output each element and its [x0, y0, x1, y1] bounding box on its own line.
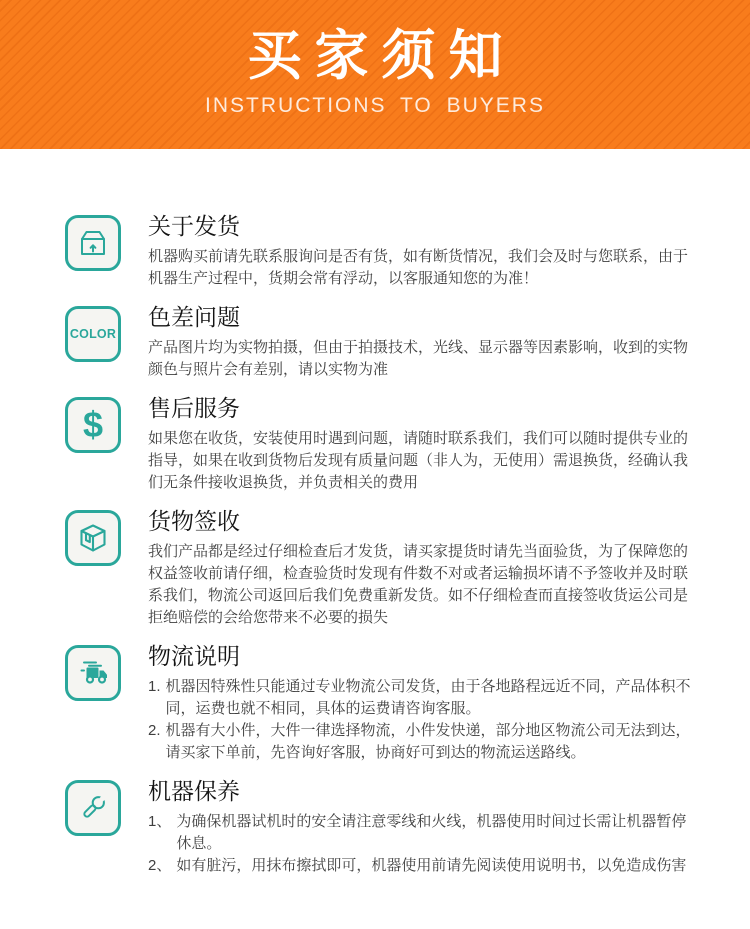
wrench-icon-glyph [76, 791, 110, 825]
list-item-number: 1. [148, 678, 161, 695]
notice-list [0, 149, 750, 877]
section-title: 色差问题 [148, 304, 240, 330]
section-body: 如果您在收货，安装使用时遇到问题，请随时联系我们，我们可以随时提供专业的指导，如果在收到货物后发现有质量问题（非人为，无使用）需退换货，经确认我们无条件接收退换货，并负责相关的费用 [148, 430, 689, 491]
box-3d-icon-glyph [76, 521, 110, 555]
section-list [148, 676, 700, 764]
list-item-number: 2. [148, 722, 161, 739]
section-color-difference [65, 304, 700, 381]
dollar-icon-label: $ [82, 404, 104, 445]
truck-icon-glyph [76, 656, 110, 690]
list-item-text: 如有脏污，用抹布擦拭即可，机器使用前请先阅读使用说明书，以免造成伤害 [176, 857, 687, 874]
section-title: 售后服务 [148, 395, 240, 421]
section-shipping [65, 213, 700, 290]
box-3d-icon [65, 510, 121, 566]
page-subtitle: INSTRUCTIONS TO BUYERS [205, 94, 545, 117]
package-icon-glyph [76, 226, 110, 260]
list-item-text: 机器因特殊性只能通过专业物流公司发货，由于各地路程远近不同，产品体积不同，运费也就不相同，具体的运费请咨询客服。 [165, 678, 691, 717]
section-content [148, 213, 700, 290]
section-body: 我们产品都是经过仔细检查后才发货，请买家提货时请先当面验货，为了保障您的权益签收前请仔细，检查验货时发现有件数不对或者运输损坏请不予签收并及时联系我们，物流公司返回后我们免费重新发货。如不仔细检查而直接签收货运公司是拒绝赔偿的会给您带来不必要的损失 [148, 543, 689, 626]
color-icon-label: COLOR [69, 327, 117, 341]
section-title: 关于发货 [148, 213, 240, 239]
section-body: 机器购买前请先联系服询问是否有货，如有断货情况，我们会及时与您联系，由于机器生产过程中，货期会常有浮动，以客服通知您的为准！ [148, 248, 689, 287]
section-content [148, 508, 700, 629]
section-after-sales [65, 395, 700, 494]
list-item [148, 811, 700, 855]
section-body: 产品图片均为实物拍摄，但由于拍摄技术，光线、显示器等因素影响，收到的实物颜色与照片会有差别，请以实物为准 [148, 339, 689, 378]
section-goods-receipt [65, 508, 700, 629]
section-content [148, 304, 700, 381]
list-item-text: 机器有大小件，大件一律选择物流，小件发快递，部分地区物流公司无法到达，请买家下单前，先咨询好客服，协商好可到达的物流运送路线。 [165, 722, 691, 761]
list-item-text: 为确保机器试机时的安全请注意零线和火线，机器使用时间过长需让机器暂停休息。 [176, 813, 687, 852]
list-item-number: 2、 [148, 857, 172, 874]
section-maintenance [65, 778, 700, 877]
section-content [148, 643, 700, 764]
section-content [148, 778, 700, 877]
wrench-icon [65, 780, 121, 836]
page-title: 买家须知 [247, 26, 516, 86]
section-logistics [65, 643, 700, 764]
list-item [148, 720, 700, 764]
list-item [148, 855, 700, 877]
section-title: 货物签收 [148, 508, 240, 534]
section-title: 物流说明 [148, 643, 240, 669]
package-icon [65, 215, 121, 271]
section-title: 机器保养 [148, 778, 240, 804]
dollar-icon [65, 397, 121, 453]
color-icon [65, 306, 121, 362]
section-list [148, 811, 700, 877]
list-item-number: 1、 [148, 813, 172, 830]
page-header [0, 0, 750, 149]
truck-icon [65, 645, 121, 701]
section-content [148, 395, 700, 494]
list-item [148, 676, 700, 720]
